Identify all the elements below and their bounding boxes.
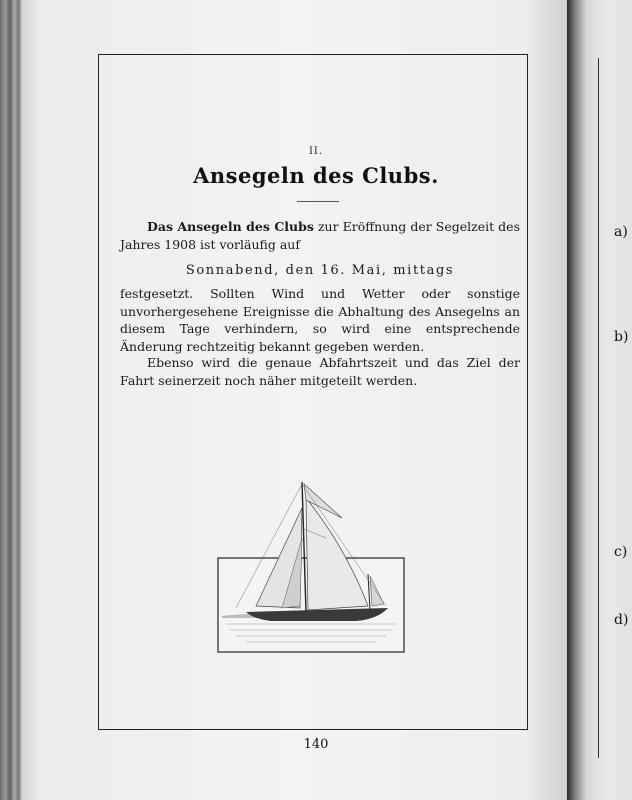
closing-paragraph: Ebenso wird die genaue Abfahrtszeit und das Ziel der Fahrt seinerzeit noch näher mitgeteilt werden. xyxy=(120,355,520,388)
body-paragraph: festgesetzt. Sollten Wind und Wetter oder sonstige unvorhergesehene Ereignisse die Abhaltung des Ansegelns an diesem Tage verhindern, so wird eine entsprechende Änderung rechtzeitig bekannt gegeben werden. xyxy=(120,286,520,354)
intro-lead-text: Das Ansegeln des Clubs xyxy=(147,219,314,234)
date-line: Sonnabend, den 16. Mai, mittags xyxy=(185,263,455,278)
facing-page-label-a: a) xyxy=(614,224,628,240)
facing-page-label-d: d) xyxy=(614,612,629,628)
facing-page-label-b: b) xyxy=(614,329,629,345)
section-number: II. xyxy=(308,146,324,157)
intro-paragraph xyxy=(120,218,520,253)
book-spine-edge xyxy=(0,0,22,800)
sailboat-illustration xyxy=(216,478,406,654)
page-title: Ansegeln des Clubs. xyxy=(193,163,439,188)
intro-rest-text: zur Eröffnung der Segelzeit des Jahres 1908 ist vorläufig auf xyxy=(120,219,520,252)
page-number: 140 xyxy=(303,737,329,752)
title-divider xyxy=(297,201,339,202)
facing-page-label-c: c) xyxy=(614,544,628,560)
